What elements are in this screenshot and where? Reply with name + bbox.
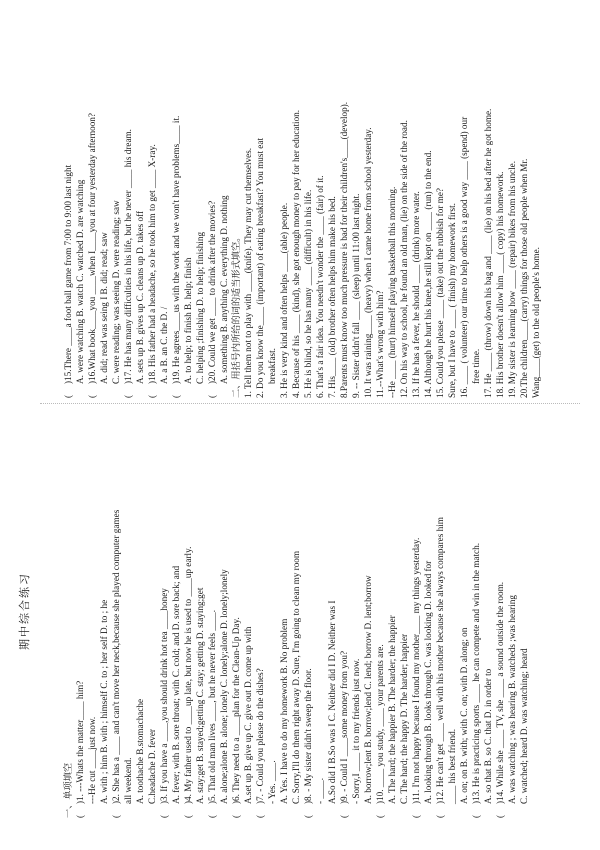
section-title-single-choice: 一、单项填空 bbox=[63, 762, 73, 818]
question-line bbox=[494, 0, 506, 398]
question-text: 11.--What's wrong with him? bbox=[375, 290, 385, 398]
answer-paren: ( bbox=[435, 814, 445, 818]
answer-paren: ( bbox=[231, 814, 241, 818]
question-text: 9. -- Sister didn't fall ____ (sleep) until 11:00 last night. bbox=[351, 193, 361, 398]
answer-paren: ( bbox=[183, 814, 193, 818]
question-text: Sure, but I have to ____ ( finish) my homework first. bbox=[447, 203, 457, 398]
question-line bbox=[338, 0, 350, 398]
answer-options: A. alone;alone B. alone; lonely C. lonely;alone D. lonely;lonely bbox=[219, 569, 229, 804]
answer-paren: ( bbox=[147, 394, 157, 398]
question-text: 18. His brother doesn't allow him ____( copy) his homework. bbox=[495, 171, 505, 398]
answer-options: A. was watching ; was hearing B. watcheds ;was hearing bbox=[507, 595, 517, 804]
question-text: )1. ---Whats the matter____ him? bbox=[75, 680, 85, 804]
answer-options: A. toothache B.stomachache bbox=[135, 698, 145, 804]
answer-paren: ( bbox=[375, 814, 385, 818]
question-text: 2. Do you know the____ (important) of eating breakfast? You must eat bbox=[255, 137, 265, 398]
answer-options: A. with ; him B. with ; himself C. to ; her self D. to ; he bbox=[99, 599, 109, 804]
question-text: 5. He is blind, so he has many ____ (difficult) in his life. bbox=[303, 189, 313, 398]
answer-paren: ( bbox=[471, 814, 481, 818]
question-text: )6. They need to a ____plan for the Clean-Up Day. bbox=[231, 617, 241, 804]
question-line bbox=[506, 0, 518, 398]
answer-options: A. a B. an C. the D. / bbox=[159, 306, 169, 384]
question-text: 7. His____ (old) brother often helps him make his bed. bbox=[327, 196, 337, 398]
question-text: 6. That's a fair idea. You needn't wonder the ____ (fair) of it. bbox=[315, 175, 325, 398]
question-line bbox=[242, 0, 254, 398]
question-line bbox=[410, 0, 422, 398]
answer-paren: ( bbox=[207, 394, 217, 398]
answer-paren: ( bbox=[87, 394, 97, 398]
question-text: 20.The children____(carry) things for those old people when Mr. bbox=[519, 158, 529, 398]
answer-options: C. were reading; was seeing D. were reading; saw bbox=[111, 200, 121, 384]
question-continuation: all weekend. bbox=[123, 757, 133, 804]
question-text: )15.There ____a foot ball game from 7:00 to 9:00 last night bbox=[63, 164, 73, 384]
question-line bbox=[482, 0, 494, 398]
question-text: )17. He has many difficulties in his life, but he never ____ his dream. bbox=[123, 129, 133, 384]
page-title: 期中综合练习 bbox=[19, 572, 31, 650]
answer-paren: ( bbox=[411, 814, 421, 818]
question-text: )19. He agrees____us with the work and we won't have problems____ it. bbox=[171, 115, 181, 384]
left-column bbox=[62, 410, 530, 818]
answer-options: A. on; on B. with; with C. on; with D. along; on bbox=[459, 627, 469, 804]
question-line bbox=[110, 410, 122, 818]
question-line bbox=[230, 410, 242, 818]
question-continuation: - Yes. ____. bbox=[267, 760, 277, 804]
answer-options: C. Sorry,I'll do them right away D. Sure, I'm going to clean my room bbox=[291, 550, 301, 804]
question-line bbox=[302, 0, 314, 398]
answer-options: C.headache D. fever bbox=[147, 729, 157, 804]
question-line bbox=[434, 0, 446, 398]
question-line bbox=[458, 0, 470, 398]
answer-paren: ( bbox=[339, 814, 349, 818]
question-line bbox=[254, 410, 266, 818]
question-text: )4. My father used to ____up late, but now he is used to ____up early. bbox=[183, 546, 193, 804]
question-text: )18. His father had a headache, so he took him to get ____ X-ray. bbox=[147, 144, 157, 384]
question-text: --He ____ (hurt) himself playing basketball this morning. bbox=[387, 186, 397, 398]
question-text: 8.Parents must know too much pressure is bad for their children's____(develop). bbox=[339, 101, 349, 398]
answer-options: A. sets up B. gives up C. cleans up D. takes off bbox=[135, 210, 145, 384]
answer-options: A. stay;get B. stayed;getting C. stay; getting D. staying;get bbox=[195, 587, 205, 804]
question-line bbox=[290, 0, 302, 398]
question-line bbox=[314, 0, 326, 398]
question-line bbox=[74, 410, 86, 818]
question-line bbox=[62, 0, 74, 398]
question-line bbox=[206, 0, 218, 398]
right-column bbox=[62, 0, 542, 398]
answer-paren: ( bbox=[255, 814, 265, 818]
question-continuation: ____ his best friend. bbox=[447, 728, 457, 804]
question-text: )11. I'm not happy because I found my mother____ my things yesterday. bbox=[411, 537, 421, 804]
answer-options: A. to help; to finish B. help; finish bbox=[183, 257, 193, 384]
question-line bbox=[170, 0, 182, 398]
answer-options: A. something B. anything C. everything D. nothing bbox=[219, 195, 229, 384]
question-continuation: - ____. bbox=[315, 777, 325, 804]
answer-options: A. did; read was seing I B. did; read; saw bbox=[99, 232, 109, 384]
question-line bbox=[410, 410, 422, 818]
question-line bbox=[182, 410, 194, 818]
answer-paren: ( bbox=[171, 394, 181, 398]
question-text: )20. Could we get ____ to drink after the movies? bbox=[207, 200, 217, 384]
question-text: 17. He ____ (throw) down his bag and ____ (lie) on his bed after he got home. bbox=[483, 108, 493, 398]
question-line bbox=[122, 0, 134, 398]
question-line bbox=[446, 0, 458, 398]
answer-options: A. so that B. so C. that D. in order to bbox=[483, 668, 493, 804]
question-line bbox=[530, 0, 542, 398]
column-divider bbox=[40, 402, 580, 404]
question-text: 3. He is very kind and often helps ____(able) people. bbox=[279, 202, 289, 398]
question-text: )3. If you have a ____,you should drink hot tea ____honey bbox=[159, 588, 169, 804]
question-text: 14. Although he hurt his knee,he still kept on ____ (run) to the end. bbox=[423, 150, 433, 398]
question-line bbox=[434, 410, 446, 818]
answer-paren: ( bbox=[495, 814, 505, 818]
question-text: )2. She has a ____ and can't move her neck,because she played computer games bbox=[111, 509, 121, 804]
answer-options: A. Yes. I have to do my homework B. No problem bbox=[279, 618, 289, 804]
answer-options: A. borrow;lent B. borrow;lend C. lend; borrow D. lent;borrow bbox=[363, 575, 373, 804]
question-text: 16. ____ ( volunteer) our time to help others is a good way ____ (spend) our bbox=[459, 116, 469, 398]
question-line bbox=[398, 0, 410, 398]
question-line bbox=[278, 0, 290, 398]
question-text: )7. - Could you please do the dishes? bbox=[255, 668, 265, 804]
question-line bbox=[374, 0, 386, 398]
answer-options: C. helping ;finishing D. to help; finishing bbox=[195, 231, 205, 384]
question-line bbox=[386, 0, 398, 398]
answer-options: A. fever; with B. sore throat; with C. cold; and D. sore back; and bbox=[171, 565, 181, 804]
question-line bbox=[350, 0, 362, 398]
question-line bbox=[206, 410, 218, 818]
question-text: )5. That old man lives ____, but he never feels ____. bbox=[207, 609, 217, 804]
question-text: )9. - Could I ____some money from you? bbox=[339, 650, 349, 804]
answer-paren: ( bbox=[303, 814, 313, 818]
question-continuation: breakfast. bbox=[267, 348, 277, 384]
answer-paren: ( bbox=[111, 814, 121, 818]
answer-paren: ( bbox=[207, 814, 217, 818]
question-text: 12. On his way to school, he found an old man, (lie) on the side of the road. bbox=[399, 120, 409, 398]
answer-options: C. watched; heard D. was watching; heard bbox=[519, 648, 529, 804]
answer-paren: ( bbox=[159, 814, 169, 818]
question-text: 19. My sister is learning how ____ (repair) bikes from his uncle. bbox=[507, 160, 517, 398]
answer-paren: ( bbox=[63, 394, 73, 398]
question-line bbox=[326, 0, 338, 398]
question-line bbox=[86, 0, 98, 398]
question-text: 1. Tell them not to play with ____(knife). They may cut themselves. bbox=[243, 147, 253, 398]
question-line bbox=[518, 0, 530, 398]
question-line bbox=[338, 410, 350, 818]
answer-options: A.So did I B.So was I C. Neither did I D. Neither was I bbox=[327, 600, 337, 804]
left-question-list bbox=[74, 410, 530, 818]
question-text: 4. Because of his ____ (kind), she got enough money to pay for her education. bbox=[291, 109, 301, 398]
question-text: Wang____(get) to the old people's home. bbox=[531, 247, 541, 398]
question-line bbox=[146, 0, 158, 398]
question-text: 13. If he has a fever, he should ____ (drink) more water. bbox=[411, 191, 421, 398]
answer-options: A.set up B. give up C. give out D. come up with bbox=[243, 626, 253, 804]
question-line bbox=[470, 410, 482, 818]
answer-options: A. The hard; the happier B. The harder; the happier bbox=[387, 615, 397, 804]
question-line bbox=[362, 0, 374, 398]
question-line bbox=[374, 410, 386, 818]
answer-options: A. looking through B. looks through C. was looking D. looked for bbox=[423, 560, 433, 804]
question-line bbox=[254, 0, 266, 398]
question-text: )16.What book____you ____when I____you at four yesterday afternoon? bbox=[87, 113, 97, 384]
question-line bbox=[302, 410, 314, 818]
answer-options: C. The hard; the happy D. The harder; happier bbox=[399, 633, 409, 804]
section-title: 二、用括号内所给的词的适当形式填空。 bbox=[231, 232, 241, 398]
answer-options: A. were watching B. watch C. watched D. are watching bbox=[75, 179, 85, 384]
right-question-list bbox=[62, 0, 542, 398]
question-line bbox=[158, 410, 170, 818]
question-line bbox=[494, 410, 506, 818]
question-text: )13. He is practicing sports ____ he can compete and win in the match. bbox=[471, 542, 481, 804]
question-text: 10. It was raining____ (heavy) when I came home from school yesterday. bbox=[363, 127, 373, 398]
question-text: )14. While she ____ TV, she ____ a sound outside the room. bbox=[495, 581, 505, 804]
question-text: 15. Could you please ____ (take) out the rubbish for me? bbox=[435, 188, 445, 398]
question-line bbox=[422, 0, 434, 398]
answer-paren: ( bbox=[75, 814, 85, 818]
question-continuation: free time. bbox=[471, 348, 481, 384]
question-text: )8. - My sister didn't sweep the floor. bbox=[303, 668, 313, 804]
question-continuation: - Sorry,I ____ it to my friends just now. bbox=[351, 658, 361, 804]
question-text: )10. ____ you study, ____ your parents are. bbox=[375, 644, 385, 804]
question-continuation: ---He cut ____just now. bbox=[87, 716, 97, 804]
question-text: )12. He can't get ____ well with his mother because she always compares him bbox=[435, 517, 445, 804]
answer-paren: ( bbox=[123, 394, 133, 398]
